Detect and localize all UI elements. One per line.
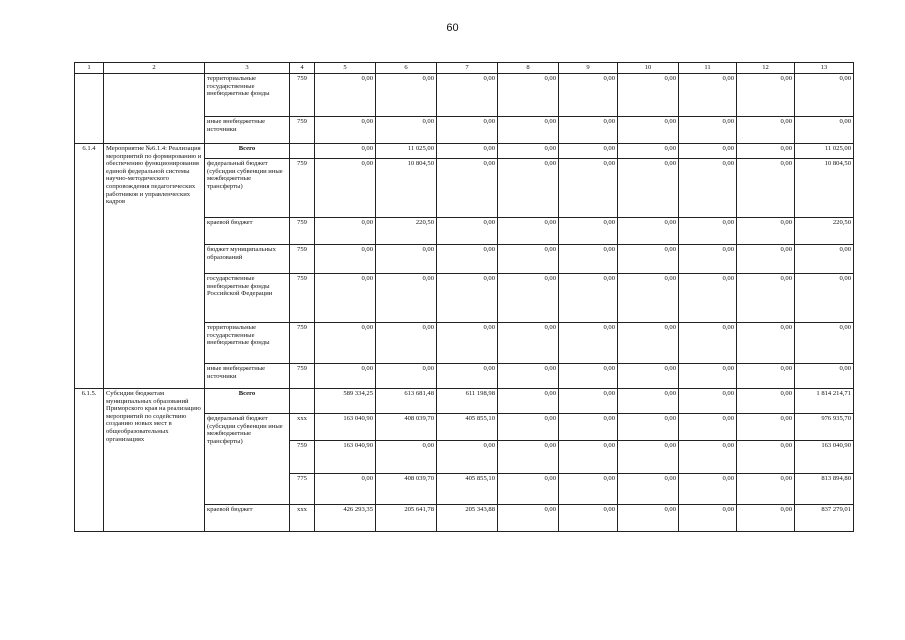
- amount-cell: 0,00: [679, 74, 737, 117]
- column-number: 13: [795, 63, 854, 74]
- kbk-code: 759: [290, 441, 315, 474]
- column-number: 7: [437, 63, 498, 74]
- column-number: 2: [104, 63, 205, 74]
- amount-cell: 0,00: [498, 364, 559, 389]
- funding-source: бюджет муниципальных образований: [205, 245, 290, 274]
- amount-cell: 0,00: [737, 474, 795, 505]
- amount-cell: 0,00: [437, 245, 498, 274]
- page-number: 60: [446, 22, 459, 34]
- amount-cell: 0,00: [559, 414, 618, 441]
- kbk-code: [290, 144, 315, 159]
- amount-cell: 0,00: [437, 441, 498, 474]
- measure-code: 6.1.5.: [75, 389, 104, 532]
- amount-cell: 0,00: [376, 323, 437, 364]
- amount-cell: 0,00: [618, 117, 679, 144]
- amount-cell: 0,00: [618, 144, 679, 159]
- amount-cell: 0,00: [559, 117, 618, 144]
- column-number: 10: [618, 63, 679, 74]
- kbk-code: 759: [290, 117, 315, 144]
- amount-cell: 0,00: [618, 218, 679, 245]
- amount-cell: 0,00: [315, 218, 376, 245]
- header-row: [75, 63, 854, 74]
- funding-source: федеральный бюджет (субсидии субвенции иные межбюджетные трансферты): [205, 414, 290, 505]
- amount-cell: 0,00: [737, 218, 795, 245]
- amount-cell: 0,00: [737, 505, 795, 532]
- amount-cell: 0,00: [498, 159, 559, 218]
- amount-cell: 0,00: [618, 505, 679, 532]
- amount-cell: 426 293,35: [315, 505, 376, 532]
- amount-cell: 0,00: [618, 245, 679, 274]
- kbk-code: 759: [290, 364, 315, 389]
- funding-source: территориальные государственные внебюджетные фонды: [205, 323, 290, 364]
- amount-cell: 163 040,90: [315, 414, 376, 441]
- amount-cell: 0,00: [498, 245, 559, 274]
- amount-cell: 0,00: [376, 245, 437, 274]
- amount-cell: 0,00: [679, 474, 737, 505]
- amount-cell: 0,00: [618, 74, 679, 117]
- measure-code: 6.1.4: [75, 144, 104, 389]
- amount-cell: 408 039,70: [376, 414, 437, 441]
- amount-cell: 0,00: [559, 323, 618, 364]
- amount-cell: 408 039,70: [376, 474, 437, 505]
- funding-source: территориальные государственные внебюджетные фонды: [205, 74, 290, 117]
- amount-cell: 0,00: [679, 144, 737, 159]
- table-row: [75, 74, 854, 117]
- amount-cell: 0,00: [376, 274, 437, 323]
- amount-cell: 0,00: [618, 414, 679, 441]
- amount-cell: 0,00: [679, 117, 737, 144]
- measure-code: [75, 74, 104, 144]
- amount-cell: 0,00: [737, 441, 795, 474]
- amount-cell: 0,00: [618, 274, 679, 323]
- amount-cell: 0,00: [498, 74, 559, 117]
- amount-cell: 0,00: [679, 218, 737, 245]
- column-number: 8: [498, 63, 559, 74]
- amount-cell: 976 935,70: [795, 414, 854, 441]
- amount-cell: 0,00: [737, 159, 795, 218]
- amount-cell: 0,00: [559, 505, 618, 532]
- column-number: 1: [75, 63, 104, 74]
- amount-cell: 0,00: [315, 474, 376, 505]
- funding-source: краевой бюджет: [205, 505, 290, 532]
- amount-cell: 0,00: [795, 323, 854, 364]
- amount-cell: 0,00: [315, 274, 376, 323]
- amount-cell: 0,00: [437, 74, 498, 117]
- amount-cell: 589 334,25: [315, 389, 376, 414]
- budget-table: [74, 62, 854, 532]
- amount-cell: 0,00: [737, 117, 795, 144]
- amount-cell: 0,00: [679, 245, 737, 274]
- amount-cell: 0,00: [376, 441, 437, 474]
- kbk-code: 759: [290, 323, 315, 364]
- amount-cell: 0,00: [795, 364, 854, 389]
- amount-cell: 0,00: [737, 323, 795, 364]
- measure-title: Субсидии бюджетам муниципальных образований Приморского края на реализацию мероприятий по содействию созданию новых мест в общеобразовательных организациях: [104, 389, 205, 532]
- amount-cell: 0,00: [737, 414, 795, 441]
- amount-cell: 0,00: [498, 474, 559, 505]
- amount-cell: 0,00: [498, 441, 559, 474]
- amount-cell: 0,00: [618, 159, 679, 218]
- amount-cell: 0,00: [315, 159, 376, 218]
- amount-cell: 0,00: [679, 505, 737, 532]
- column-number: 12: [737, 63, 795, 74]
- amount-cell: 0,00: [795, 245, 854, 274]
- amount-cell: 0,00: [559, 364, 618, 389]
- amount-cell: 0,00: [795, 274, 854, 323]
- amount-cell: 0,00: [498, 144, 559, 159]
- amount-cell: 837 279,01: [795, 505, 854, 532]
- amount-cell: 0,00: [315, 117, 376, 144]
- funding-source: государственные внебюджетные фонды Российской Федерации: [205, 274, 290, 323]
- amount-cell: 613 681,48: [376, 389, 437, 414]
- column-number: 3: [205, 63, 290, 74]
- amount-cell: 0,00: [437, 218, 498, 245]
- amount-cell: 0,00: [559, 74, 618, 117]
- amount-cell: 0,00: [559, 474, 618, 505]
- amount-cell: 1 814 214,71: [795, 389, 854, 414]
- amount-cell: 0,00: [795, 117, 854, 144]
- amount-cell: 163 040,90: [795, 441, 854, 474]
- amount-cell: 0,00: [618, 474, 679, 505]
- amount-cell: 0,00: [315, 245, 376, 274]
- table-row: [75, 389, 854, 414]
- table-row: [75, 144, 854, 159]
- amount-cell: 0,00: [737, 389, 795, 414]
- amount-cell: 163 040,90: [315, 441, 376, 474]
- kbk-code: 759: [290, 218, 315, 245]
- amount-cell: 0,00: [376, 364, 437, 389]
- amount-cell: 0,00: [315, 364, 376, 389]
- amount-cell: 11 025,00: [795, 144, 854, 159]
- amount-cell: 0,00: [315, 74, 376, 117]
- amount-cell: 0,00: [437, 117, 498, 144]
- amount-cell: 0,00: [559, 159, 618, 218]
- kbk-code: [290, 389, 315, 414]
- kbk-code: 775: [290, 474, 315, 505]
- amount-cell: 0,00: [737, 364, 795, 389]
- amount-cell: 611 198,98: [437, 389, 498, 414]
- kbk-code: 759: [290, 159, 315, 218]
- amount-cell: 10 804,50: [376, 159, 437, 218]
- funding-source: федеральный бюджет (субсидии субвенции иные межбюджетные трансферты): [205, 159, 290, 218]
- measure-title: Мероприятие №6.1.4: Реализация мероприятий по формированию и обеспечению функционирования единой федеральной системы научно-методического сопровождения педагогических работников и управленческих кадров: [104, 144, 205, 389]
- amount-cell: 0,00: [376, 74, 437, 117]
- funding-source: Всего: [205, 389, 290, 414]
- amount-cell: 11 025,00: [376, 144, 437, 159]
- funding-source: иные внебюджетные источники: [205, 364, 290, 389]
- amount-cell: 0,00: [737, 245, 795, 274]
- amount-cell: 0,00: [498, 274, 559, 323]
- amount-cell: 10 804,50: [795, 159, 854, 218]
- amount-cell: 0,00: [679, 274, 737, 323]
- amount-cell: 0,00: [437, 364, 498, 389]
- amount-cell: 0,00: [559, 441, 618, 474]
- amount-cell: 0,00: [679, 364, 737, 389]
- kbk-code: xxx: [290, 414, 315, 441]
- amount-cell: 0,00: [437, 159, 498, 218]
- amount-cell: 0,00: [559, 144, 618, 159]
- kbk-code: 759: [290, 274, 315, 323]
- amount-cell: 0,00: [679, 441, 737, 474]
- amount-cell: 0,00: [737, 74, 795, 117]
- column-number: 4: [290, 63, 315, 74]
- amount-cell: 0,00: [679, 414, 737, 441]
- amount-cell: 0,00: [618, 364, 679, 389]
- amount-cell: 813 894,80: [795, 474, 854, 505]
- amount-cell: 0,00: [437, 144, 498, 159]
- kbk-code: xxx: [290, 505, 315, 532]
- amount-cell: 0,00: [559, 274, 618, 323]
- amount-cell: 0,00: [795, 74, 854, 117]
- column-number: 11: [679, 63, 737, 74]
- funding-source: краевой бюджет: [205, 218, 290, 245]
- amount-cell: 220,50: [376, 218, 437, 245]
- column-number: 5: [315, 63, 376, 74]
- amount-cell: 0,00: [618, 323, 679, 364]
- amount-cell: 0,00: [618, 389, 679, 414]
- column-number: 6: [376, 63, 437, 74]
- amount-cell: 0,00: [498, 117, 559, 144]
- amount-cell: 0,00: [737, 144, 795, 159]
- amount-cell: 405 855,10: [437, 474, 498, 505]
- amount-cell: 0,00: [559, 218, 618, 245]
- amount-cell: 0,00: [618, 441, 679, 474]
- amount-cell: 205 343,88: [437, 505, 498, 532]
- measure-title: [104, 74, 205, 144]
- funding-source: иные внебюджетные источники: [205, 117, 290, 144]
- amount-cell: 205 641,78: [376, 505, 437, 532]
- amount-cell: 0,00: [437, 274, 498, 323]
- amount-cell: 0,00: [737, 274, 795, 323]
- amount-cell: 405 855,10: [437, 414, 498, 441]
- amount-cell: 0,00: [376, 117, 437, 144]
- column-number: 9: [559, 63, 618, 74]
- amount-cell: 0,00: [498, 505, 559, 532]
- kbk-code: 759: [290, 74, 315, 117]
- amount-cell: 0,00: [679, 159, 737, 218]
- amount-cell: 0,00: [679, 389, 737, 414]
- amount-cell: 0,00: [437, 323, 498, 364]
- amount-cell: 0,00: [315, 323, 376, 364]
- amount-cell: 0,00: [315, 144, 376, 159]
- amount-cell: 0,00: [498, 323, 559, 364]
- kbk-code: 759: [290, 245, 315, 274]
- amount-cell: 0,00: [498, 218, 559, 245]
- amount-cell: 0,00: [498, 414, 559, 441]
- table-body: [75, 63, 854, 532]
- amount-cell: 220,50: [795, 218, 854, 245]
- amount-cell: 0,00: [559, 389, 618, 414]
- funding-source: Всего: [205, 144, 290, 159]
- amount-cell: 0,00: [679, 323, 737, 364]
- amount-cell: 0,00: [559, 245, 618, 274]
- amount-cell: 0,00: [498, 389, 559, 414]
